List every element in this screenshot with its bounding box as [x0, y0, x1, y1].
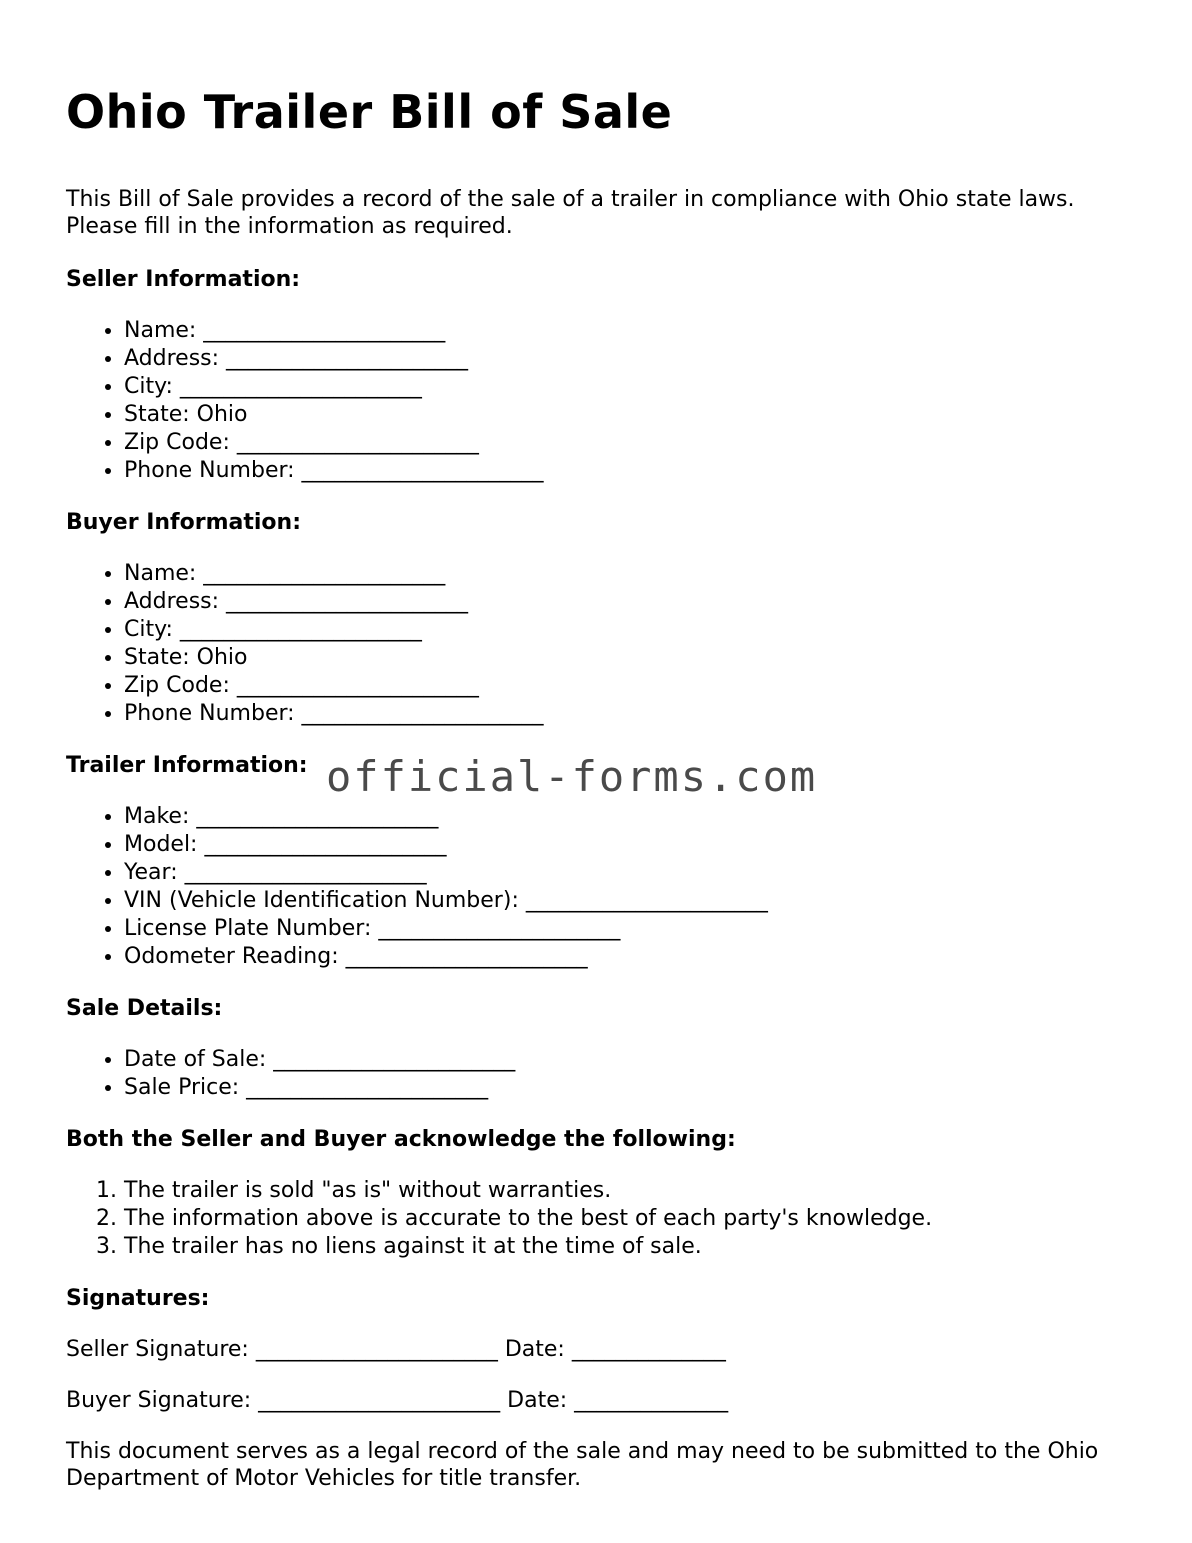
seller-zip-field: • Zip Code: ______________________	[124, 429, 1136, 457]
buyer-address-field: • Address: ______________________	[124, 588, 1136, 616]
seller-name-field: • Name: ______________________	[124, 317, 1136, 345]
sale-date-field: • Date of Sale: ______________________	[124, 1046, 1136, 1074]
trailer-heading: Trailer Information:	[66, 753, 308, 778]
buyer-phone-field: • Phone Number: ______________________	[124, 700, 1136, 728]
acknowledge-heading: Both the Seller and Buyer acknowledge the following:	[66, 1127, 736, 1152]
sale-price-field: • Sale Price: ______________________	[124, 1074, 1136, 1102]
watermark: official-forms.com	[326, 752, 818, 801]
seller-phone-field: • Phone Number: ______________________	[124, 457, 1136, 485]
acknowledge-list	[66, 1177, 1136, 1261]
trailer-vin-field: • VIN (Vehicle Identification Number): ______________________	[124, 887, 1136, 915]
trailer-year-field: • Year: ______________________	[124, 859, 1136, 887]
buyer-zip-field: • Zip Code: ______________________	[124, 672, 1136, 700]
trailer-odometer-field: • Odometer Reading: ______________________	[124, 943, 1136, 971]
buyer-heading: Buyer Information:	[66, 510, 301, 535]
buyer-name-field: • Name: ______________________	[124, 560, 1136, 588]
seller-signature-line: Seller Signature: ______________________ Date: ______________	[66, 1337, 726, 1362]
trailer-model-field: • Model: ______________________	[124, 831, 1136, 859]
trailer-make-field: • Make: ______________________	[124, 803, 1136, 831]
sale-heading: Sale Details:	[66, 996, 223, 1021]
trailer-plate-field: • License Plate Number: ______________________	[124, 915, 1136, 943]
sale-list	[66, 1046, 1136, 1102]
buyer-list	[66, 560, 1136, 728]
acknowledge-item: 1. The trailer is sold "as is" without warranties.	[124, 1177, 1136, 1205]
seller-state-field: • State: Ohio	[124, 401, 1136, 429]
intro-paragraph: This Bill of Sale provides a record of the sale of a trailer in compliance with Ohio state laws. Please fill in the information as required.	[66, 187, 1075, 239]
seller-heading: Seller Information:	[66, 267, 301, 292]
signatures-heading: Signatures:	[66, 1286, 210, 1311]
seller-address-field: • Address: ______________________	[124, 345, 1136, 373]
seller-city-field: • City: ______________________	[124, 373, 1136, 401]
acknowledge-item: 3. The trailer has no liens against it at the time of sale.	[124, 1233, 1136, 1261]
buyer-signature-line: Buyer Signature: ______________________ Date: ______________	[66, 1388, 729, 1413]
acknowledge-item: 2. The information above is accurate to the best of each party's knowledge.	[124, 1205, 1136, 1233]
seller-list	[66, 317, 1136, 485]
trailer-list	[66, 803, 1136, 971]
page-title: Ohio Trailer Bill of Sale	[66, 85, 673, 139]
footer-paragraph: This document serves as a legal record of the sale and may need to be submitted to the Ohio Department of Motor Vehicles for title transfer.	[66, 1439, 1099, 1491]
buyer-city-field: • City: ______________________	[124, 616, 1136, 644]
buyer-state-field: • State: Ohio	[124, 644, 1136, 672]
